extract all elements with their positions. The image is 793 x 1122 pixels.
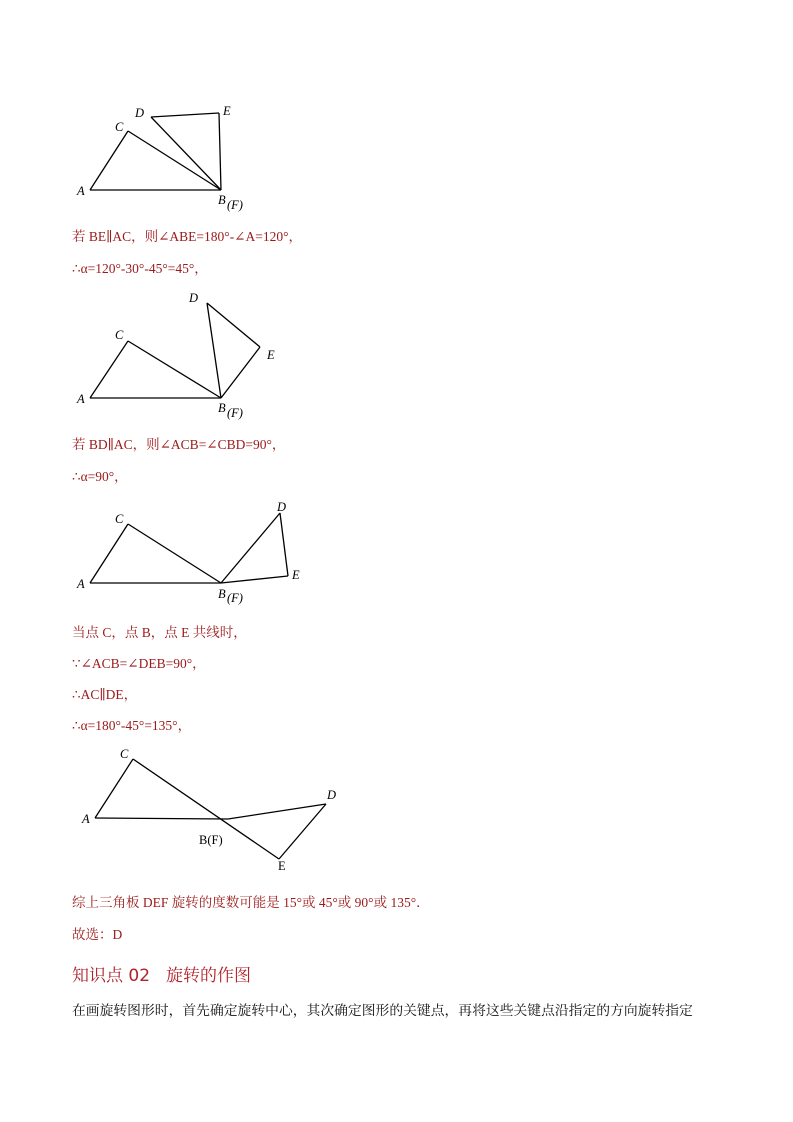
segment-ab	[95, 818, 228, 819]
label-c: C	[115, 328, 124, 342]
label-f: (F)	[227, 591, 243, 605]
solution-line-8: ∴α=180°-45°=135°，	[72, 718, 192, 733]
label-b: B	[218, 587, 226, 601]
label-b: B	[218, 401, 226, 415]
label-f: (F)	[227, 406, 243, 420]
label-e: E	[223, 104, 231, 118]
label-e: E	[278, 859, 286, 873]
label-d: D	[189, 291, 199, 305]
label-c: C	[115, 512, 124, 526]
solution-line-3: 若 BD∥AC，则∠ACB=∠CBD=90°，	[72, 437, 286, 452]
segment-ac	[95, 759, 133, 818]
label-d: D	[327, 788, 337, 802]
section-heading	[72, 961, 267, 986]
solution-line-6: ∵∠ACB=∠DEB=90°，	[72, 656, 206, 671]
label-a: A	[77, 392, 85, 406]
label-c: C	[120, 747, 129, 761]
solution-line-7: ∴AC∥DE，	[72, 687, 138, 702]
segment-de	[279, 804, 326, 859]
label-bf: B(F)	[199, 833, 223, 847]
label-a: A	[77, 184, 85, 198]
label-d: D	[135, 106, 145, 120]
solution-line-2: ∴α=120°-30°-45°=45°，	[72, 261, 208, 276]
label-a: A	[82, 812, 90, 826]
conclusion-line: 综上三角板 DEF 旋转的度数可能是 15°或 45°或 90°或 135°．	[72, 895, 430, 910]
label-d: D	[277, 500, 287, 514]
label-e: E	[267, 348, 275, 362]
label-e: E	[292, 568, 300, 582]
section-number: 知识点 02	[72, 966, 151, 986]
label-b: B	[218, 193, 226, 207]
answer-line: 故选：D	[72, 927, 123, 942]
solution-line-5: 当点 C，点 B，点 E 共线时，	[72, 625, 247, 640]
label-f: (F)	[227, 198, 243, 212]
section-title: 旋转的作图	[166, 966, 252, 986]
label-c: C	[115, 120, 124, 134]
solution-line-4: ∴α=90°，	[72, 469, 128, 484]
solution-line-1: 若 BE∥AC，则∠ABE=180°-∠A=120°，	[72, 229, 303, 244]
segment-bd	[228, 804, 326, 819]
label-a: A	[77, 577, 85, 591]
section-paragraph: 在画旋转图形时，首先确定旋转中心，其次确定图形的关键点，再将这些关键点沿指定的方向旋转指定	[72, 1003, 693, 1019]
